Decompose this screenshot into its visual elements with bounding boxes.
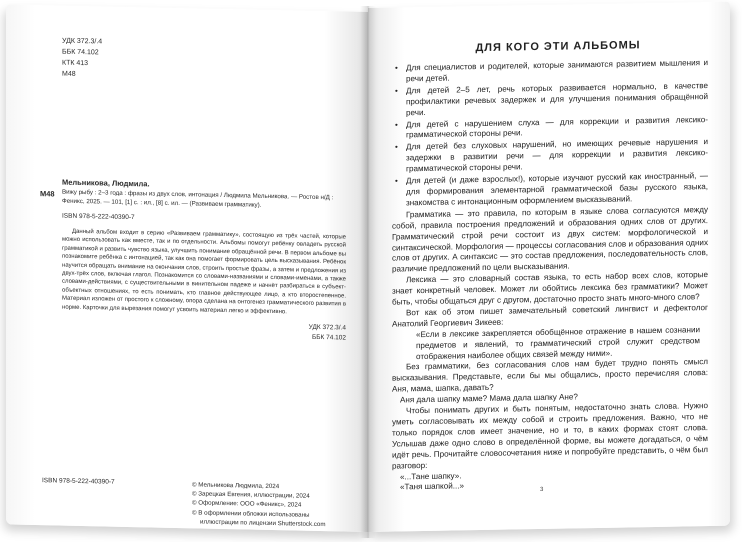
page-number: 3 [540,486,544,493]
copyright-block [192,480,362,530]
copyright-line: © Оформление: ООО «Феникс», 2024 [192,499,302,510]
right-page [368,2,730,532]
list-item: • Для детей (и даже взрослых!), которые изучают русский как иностранный, — для формирования элементарной грамматической базы русского языка, знакомства с интонационным оформлением высказываний. [392,171,708,209]
book-code: M48 [40,189,55,199]
paragraph-without-grammar: Без грамматики, без согласования слов нам будет трудно понять смысл высказывания. Представьте, если бы мы общались, просто перечисляя слова: Аня, мама, шапка, давать? [392,357,708,394]
paragraph-lexicon: Лексика — это словарный состав языка, то есть набор всех слов, которые знает конкретный человек. Может ли обойтись лексика без грамматики? Может быть, чтобы общаться друг с другом, достаточно просто знать много-много слов? [392,270,708,307]
example-phrase: «...Тане шапку». [400,470,462,481]
bbk-bottom-line: ББК 74.102 [311,333,346,342]
ktk-code: КТК 413 [62,59,89,68]
isbn: ISBN 978-5-222-40390-7 [62,212,135,222]
left-page [6,4,368,532]
list-item: • Для специалистов и родителей, которые занимаются развитием мышления и речи детей. [392,58,708,85]
annotation: Данный альбом входит в серию «Развиваем грамматику», состоящую из трёх частей, которые можно использовать как вместе, так и по отдельности. Альбомы помогут ребёнку овладеть русской грамматикой и развить чувство языка, улучшить понимание обращённой речи. В первом альбоме вы познакомите ребёнка с интонацией, так как она помогает формировать цель высказывания. Ребёнок научится обращать внимание на окончания слов, строить простые фразы, а затем и предложения из двух-трёх слов, включая глагол. Познакомится со словами-названиями и словами-именами, а также словами-действиями, с существительными в винительном падеже и начнёт разбираться в субъект-объектных отношениях, то есть понимать, кто главное действующее лицо, а кто второстепенное. Материал изложен от простого к сложному, опора сделана на онтогенез грамматического развития в норме. Карточки для вырезания помогут усвоить материал легко и эффективно. [62,228,346,315]
quote: «Если в лексике закрепляется обобщённое отражение в нашем сознании предметов и явлений, то грамматический строй служит средством отображения наиболее общих связей между ними». [416,324,700,361]
list-item: • Для детей 2–5 лет, речь которых развивается нормально, в качестве профилактики речевых задержек и для улучшения понимания обращённой речи. [392,81,708,119]
classification-codes [62,36,102,81]
copyright-line: © Зарецкая Евгения, иллюстрации, 2024 [192,490,310,500]
copyright-line: иллюстрации по лицензии Shutterstock.com [200,518,326,528]
udc-bottom [282,322,346,343]
copyright-line: © Мельникова Людмила, 2024 [192,481,280,491]
paragraph-grammar: Грамматика — это правила, по которым в языке слова согласуются между собой, правила построения предложений и образования одних слов от других. Грамматический строй речи состоит из двух систем: морфологической и синтаксической. Морфология — процессы согласования слов и образования одних слов от других. А синтаксис — это состав предложения, последовательность слов, различие предложений по цели высказывания. [392,204,708,274]
paragraph-zikeev: Вот как об этом пишет замечательный советский лингвист и дефектолог Анатолий Георгиевич Зикеев: [392,303,708,329]
bbk-code: ББК 74.102 [62,48,99,57]
example-phrase: «Таня шапкой...» [400,481,464,492]
udc-code: УДК 372.3/.4 [62,37,103,46]
catalog-card [40,177,348,318]
page-title: ДЛЯ КОГО ЭТИ АЛЬБОМЫ [475,39,641,55]
copyright-line: © В оформлении обложки использованы [192,508,310,519]
bibliographic-description: Вижу рыбу : 2–3 года : фразы из двух слов, интонация / Людмила Мельникова. — Ростов н/Д : Феникс, 2025. — 101, [1] с. : ил., [8] с. ил. — (Развиваем грамматику). [62,188,334,209]
example-sentence: Аня дала шапку маме? Мама дала шапку Ане? [400,392,578,405]
author-mark: M48 [62,70,76,78]
author-name: Мельникова, Людмила. [62,177,150,189]
list-item: • Для детей с нарушением слуха — для коррекции и развития лексико-грамматической стороны речи. [392,115,708,142]
page-body [392,58,708,494]
isbn-bottom: ISBN 978-5-222-40390-7 [42,477,115,486]
udc-bottom-line: УДК 372.3/.4 [308,323,346,332]
paragraph-word-forms: Чтобы понимать других и быть понятым, недостаточно знать слова. Нужно уметь согласовывать их между собой и строить предложения. Важно, что не только порядок слов имеет значение, но и то, в каких формах стоят слова. Услышав даже одно слово в определённой форме, вы можете догадаться, о чём идёт речь. Прочитайте словосочетания ниже и попробуйте представить, о чём был разговор: [392,401,708,471]
list-item: • Для детей без слуховых нарушений, но имеющих речевые нарушения и задержки в развитии речи — для коррекции и развития лексико-грамматической стороны речи. [392,137,708,175]
audience-list [392,58,708,209]
